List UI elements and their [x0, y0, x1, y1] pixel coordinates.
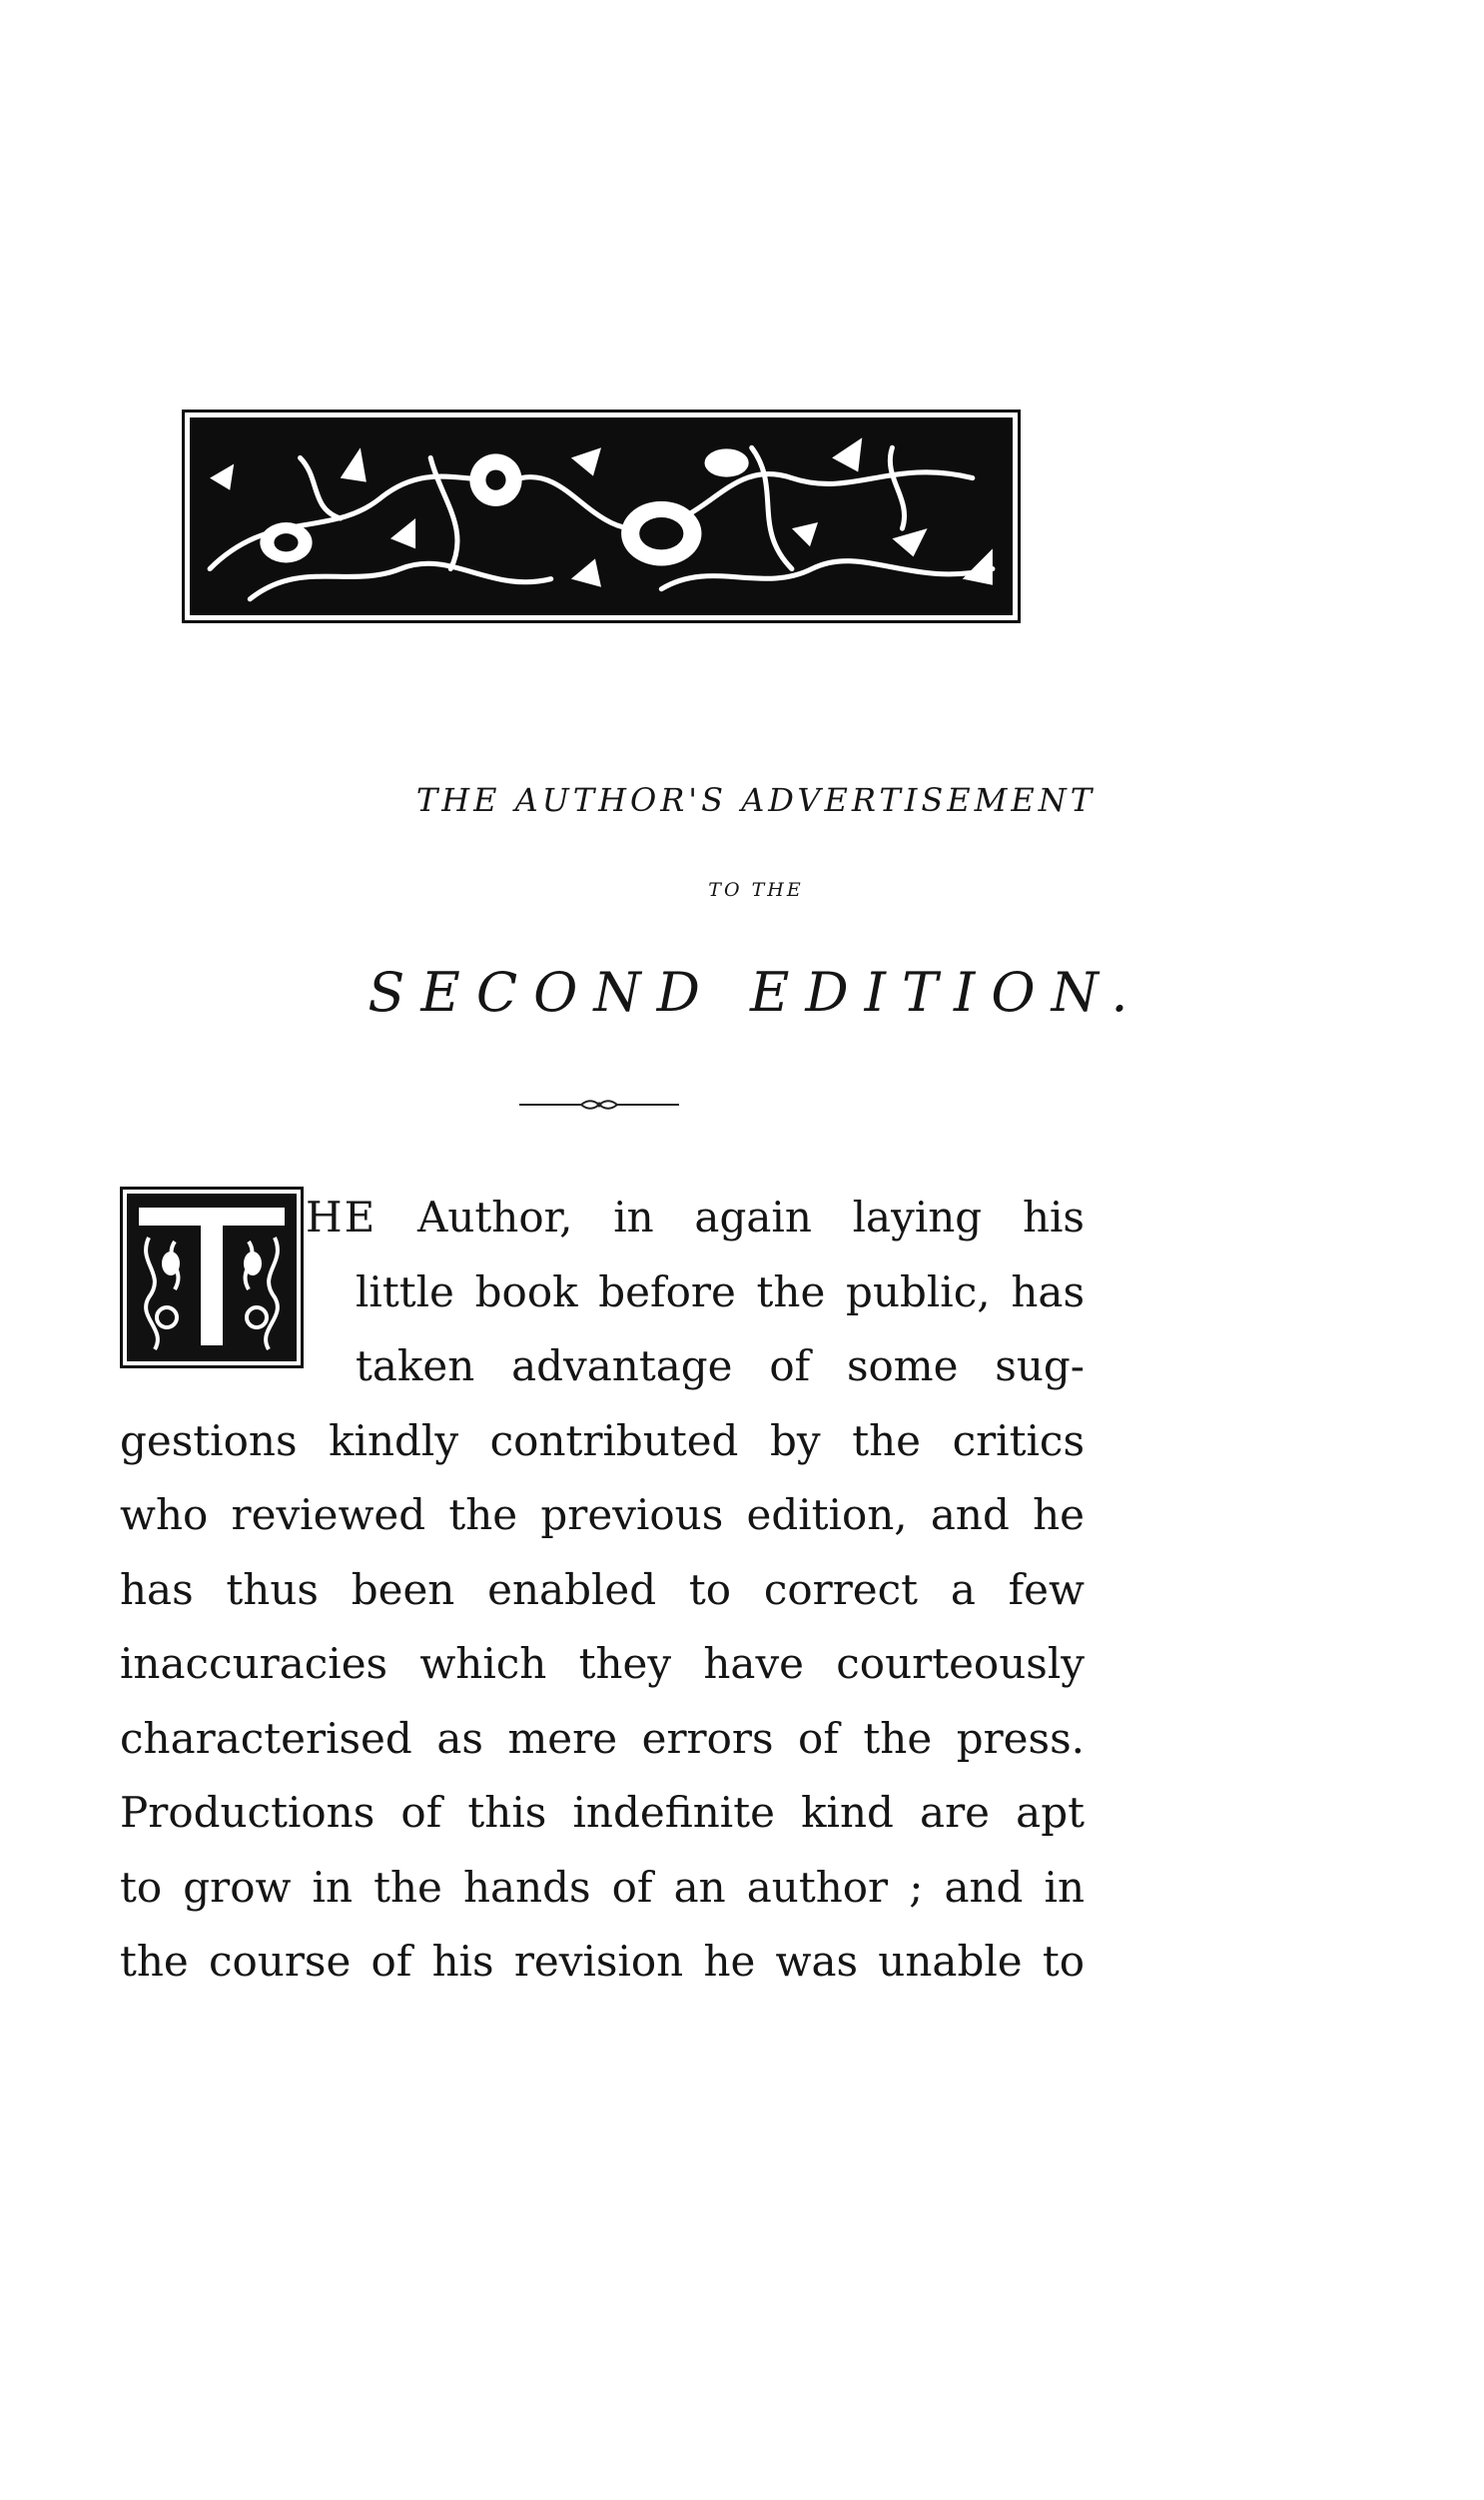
edition-heading-word-2: EDITION.	[749, 961, 1144, 1024]
body-line: inaccuracies which they have courteously	[120, 1639, 1085, 1688]
body-line: little book before the public, has	[356, 1266, 1085, 1316]
to-the-subheading: TO THE	[708, 879, 804, 901]
headpiece-engraving	[190, 417, 1013, 615]
body-line: characterised as mere errors of the press.	[120, 1713, 1085, 1763]
body-line: HE Author, in again laying his	[306, 1193, 1085, 1242]
body-line: Productions of this indefinite kind are apt	[120, 1788, 1085, 1837]
floral-pattern-icon	[190, 417, 1013, 615]
floral-headpiece-ornament	[182, 410, 1021, 623]
edition-heading-word-1: SECOND	[368, 961, 716, 1024]
body-line: gestions kindly contributed by the critics	[120, 1415, 1085, 1465]
body-line: has thus been enabled to correct a few	[120, 1564, 1085, 1614]
decorative-divider-icon	[519, 1097, 679, 1113]
advertisement-heading: THE AUTHOR'S ADVERTISEMENT	[415, 781, 1097, 819]
body-line: who reviewed the previous edition, and he	[120, 1490, 1085, 1539]
body-line: to grow in the hands of an author ; and in	[120, 1862, 1085, 1912]
body-line: taken advantage of some sug-	[356, 1341, 1085, 1390]
body-paragraph	[120, 1181, 1085, 2000]
body-line: the course of his revision he was unable to	[120, 1937, 1085, 1986]
first-word: HE	[306, 1193, 377, 1242]
edition-heading	[0, 961, 1484, 1024]
